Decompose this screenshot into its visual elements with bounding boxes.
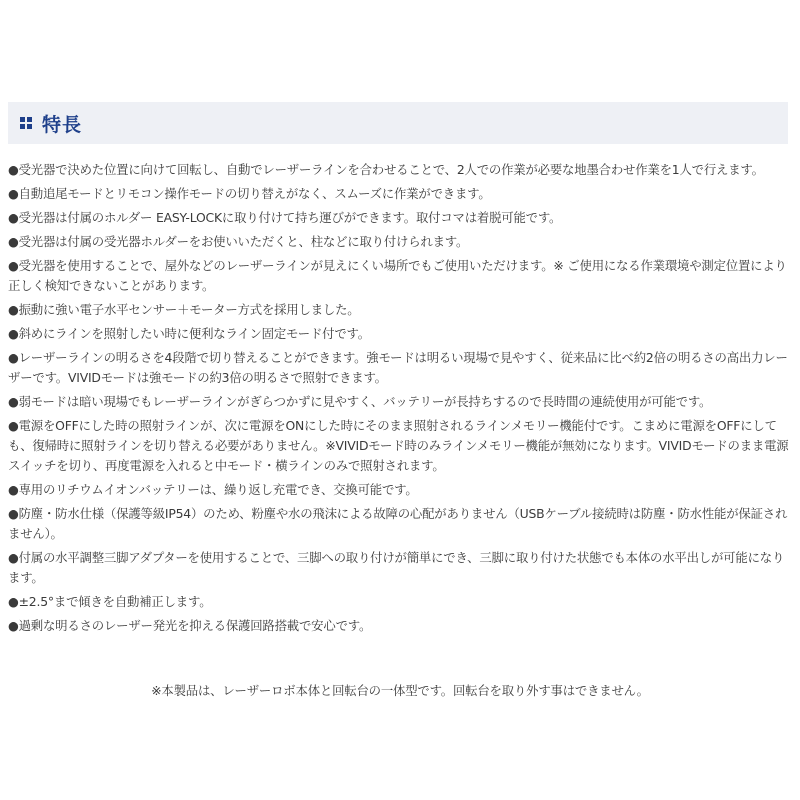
feature-item: ●受光器は付属の受光器ホルダーをお使いいただくと、柱などに取り付けられます。	[8, 234, 469, 249]
feature-item: ●電源をOFFにした時の照射ラインが、次に電源をONにした時にそのまま照射されるラインメモリー機能付です。こまめに電源をOFFにしても、復帰時に照射ラインを切り替える必要がありません。※VIVIDモード時のみラインメモリー機能が無効になります。VIVIDモードのまま電源スイッチを切り、再度電源を入れると中モード・横ラインのみで照射されます。	[8, 418, 789, 473]
feature-item: ●付属の水平調整三脚アダプターを使用することで、三脚への取り付けが簡単にでき、三脚に取り付けた状態でも本体の水平出しが可能になります。	[8, 550, 785, 585]
feature-item: ●受光器を使用することで、屋外などのレーザーラインが見えにくい場所でもご使用いただけます。※ ご使用になる作業環境や測定位置により正しく検知できないことがあります。	[8, 258, 787, 293]
feature-item: ●防塵・防水仕様（保護等級IP54）のため、粉塵や水の飛沫による故障の心配がありません（USBケーブル接続時は防塵・防水性能が保証されません）。	[8, 506, 788, 541]
feature-item: ●専用のリチウムイオンバッテリーは、繰り返し充電でき、交換可能です。	[8, 482, 418, 497]
feature-item: ●受光器で決めた位置に向けて回転し、自動でレーザーラインを合わせることで、2人での作業が必要な地墨合わせ作業を1人で行えます。	[8, 162, 764, 177]
feature-list	[8, 160, 790, 640]
product-note: ※本製品は、レーザーロボ本体と回転台の一体型です。回転台を取り外す事はできません。	[151, 683, 649, 698]
feature-item: ●弱モードは暗い現場でもレーザーラインがぎらつかずに見やすく、バッテリーが長持ちするので長時間の連続使用が可能です。	[8, 394, 712, 409]
feature-item: ●斜めにラインを照射したい時に便利なライン固定モード付です。	[8, 326, 370, 341]
feature-item: ●振動に強い電子水平センサー＋モーター方式を採用しました。	[8, 302, 360, 317]
feature-item: ●受光器は付属のホルダー EASY-LOCKに取り付けて持ち運びができます。取付コマは着脱可能です。	[8, 210, 562, 225]
section-header	[8, 102, 788, 144]
grid-bullet-icon	[20, 117, 32, 129]
section-title: 特長	[42, 113, 83, 136]
feature-item: ●過剰な明るさのレーザー発光を抑える保護回路搭載で安心です。	[8, 618, 372, 633]
feature-item: ●レーザーラインの明るさを4段階で切り替えることができます。強モードは明るい現場で見やすく、従来品に比べ約2倍の明るさの高出力レーザーです。VIVIDモードは強モードの約3倍の明るさで照射できます。	[8, 350, 788, 385]
feature-item: ●±2.5°まで傾きを自動補正します。	[8, 594, 212, 609]
feature-item: ●自動追尾モードとリモコン操作モードの切り替えがなく、スムーズに作業ができます。	[8, 186, 491, 201]
